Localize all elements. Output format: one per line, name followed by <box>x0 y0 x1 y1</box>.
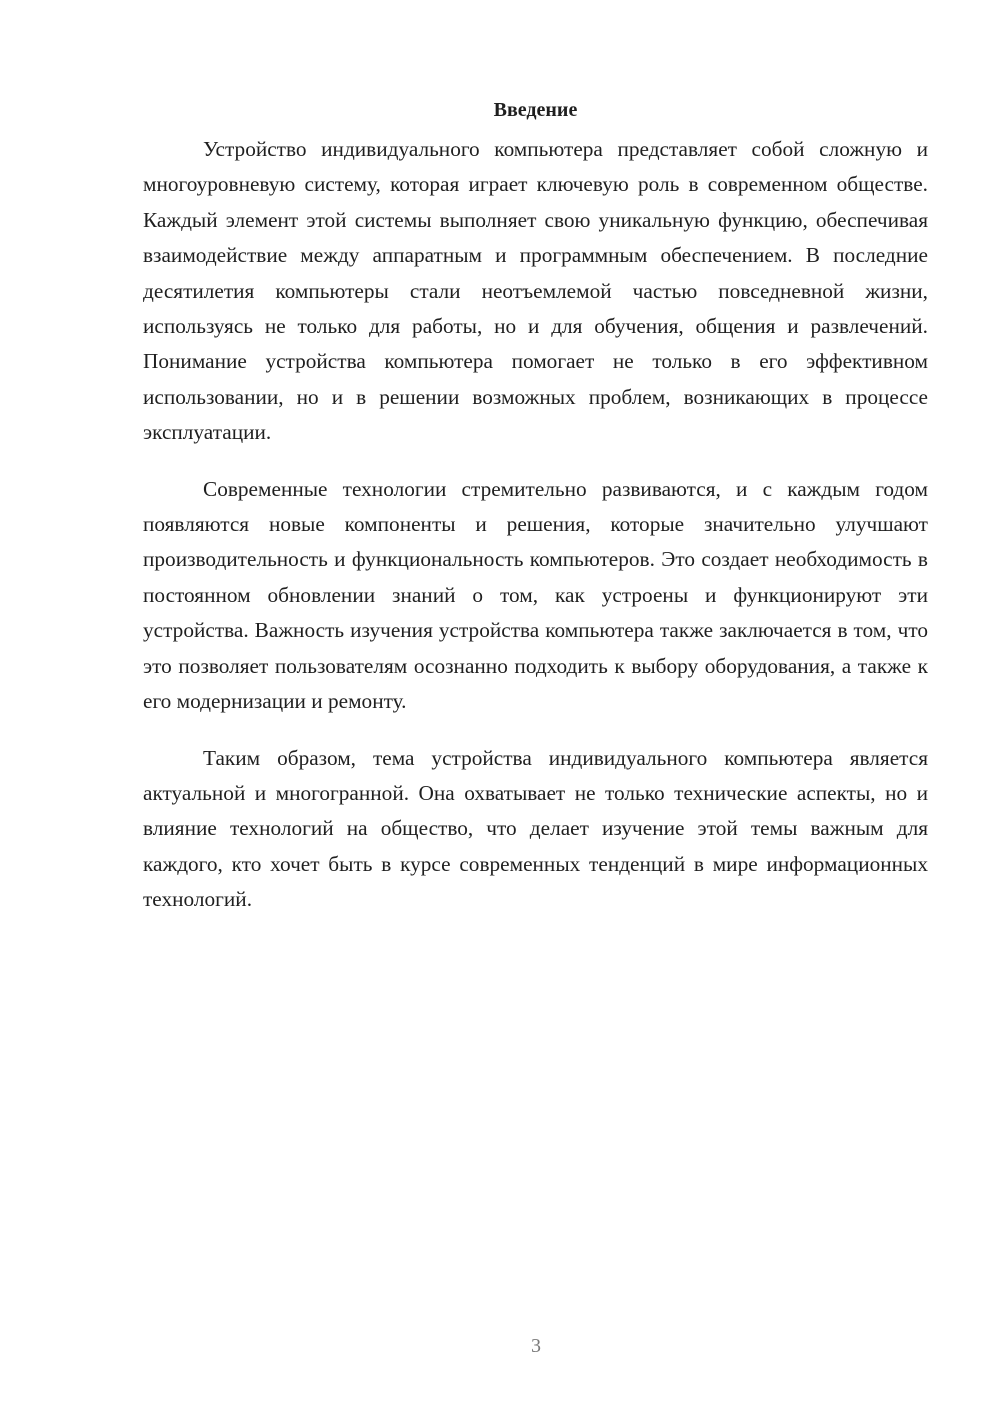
paragraph-2: Современные технологии стремительно развиваются, и с каждым годом появляются новые компоненты и решения, которые значительно улучшают производительность и функциональность компьютеров. Это создает необходимость в постоянном обновлении знаний о том, как устроены и функционируют эти устройства. Важность изучения устройства компьютера также заключается в том, что это позволяет пользователям осознанно подходить к выбору оборудования, а также к его модернизации и ремонту. <box>143 476 928 714</box>
section-title: Введение <box>493 99 578 121</box>
page-body <box>143 92 928 939</box>
paragraph-3: Таким образом, тема устройства индивидуального компьютера является актуальной и многогранной. Она охватывает не только технические аспекты, но и влияние технологий на общество, что делает изучение этой темы важным для каждого, кто хочет быть в курсе современных тенденций в мире информационных технологий. <box>143 745 928 912</box>
paragraph-1: Устройство индивидуального компьютера представляет собой сложную и многоуровневую систему, которая играет ключевую роль в современном обществе. Каждый элемент этой системы выполняет свою уникальную функцию, обеспечивая взаимодействие между аппаратным и программным обеспечением. В последние десятилетия компьютеры стали неотъемлемой частью повседневной жизни, используясь не только для работы, но и для обучения, общения и развлечений. Понимание устройства компьютера помогает не только в его эффективном использовании, но и в решении возможных проблем, возникающих в процессе эксплуатации. <box>143 137 928 445</box>
page-number: 3 <box>531 1335 541 1357</box>
